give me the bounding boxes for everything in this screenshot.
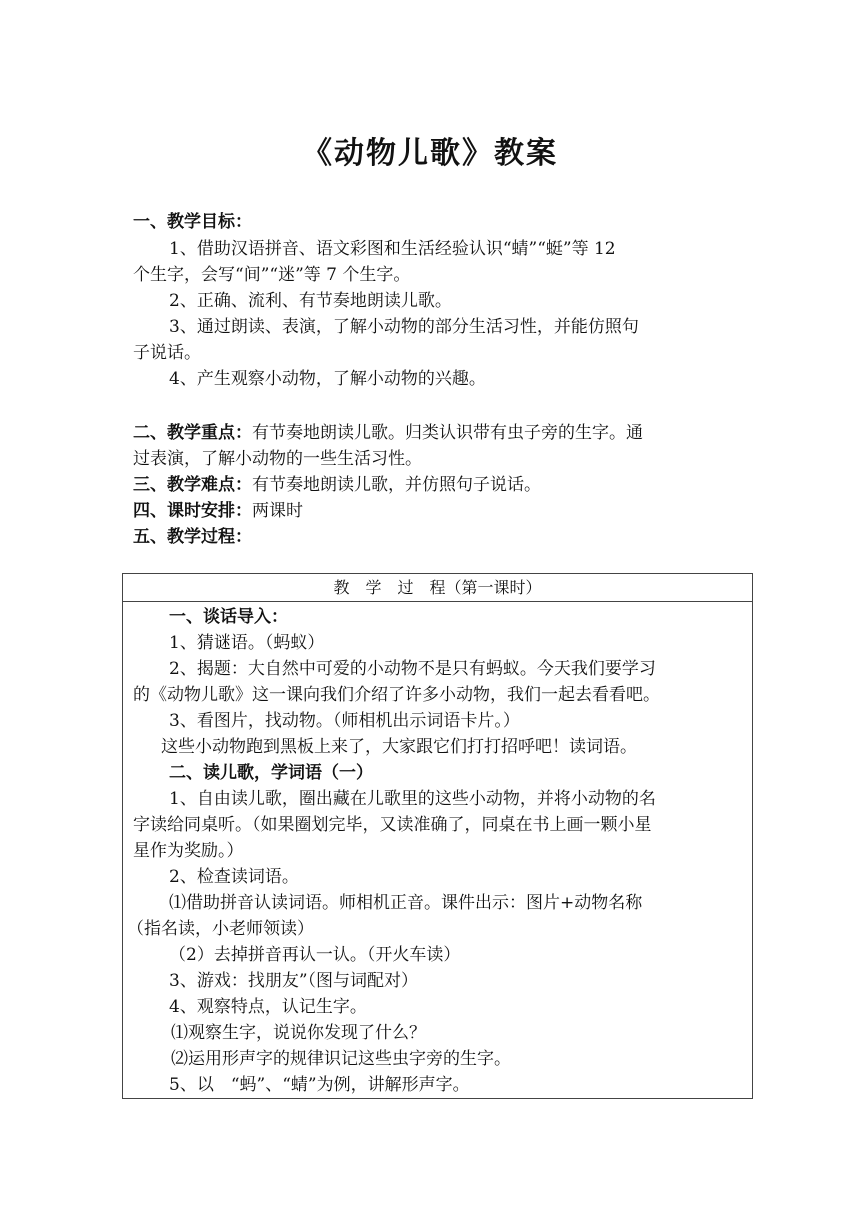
- schedule-text: 两课时: [252, 501, 303, 521]
- key-points-heading: 二、教学重点：: [133, 423, 252, 443]
- table-line: ⑴借助拼音认读词语。师相机正音。课件出示：图片+动物名称: [169, 893, 643, 913]
- table-line: 3、看图片，找动物。（师相机出示词语卡片。）: [169, 711, 520, 731]
- process-table: [122, 573, 753, 1099]
- objective-line: 1、借助汉语拼音、语文彩图和生活经验认识“蜻”“蜓”等 12: [169, 239, 616, 259]
- table-line: 3、游戏：找朋友”（图与词配对）: [169, 971, 419, 991]
- table-line: 字读给同桌听。（如果圈划完毕，又读准确了，同桌在书上画一颗小星: [133, 815, 652, 835]
- objectives-heading: 一、教学目标：: [133, 212, 252, 232]
- objective-line: 子说话。: [133, 343, 201, 363]
- table-line: ⑴观察生字，说说你发现了什么？: [171, 1023, 426, 1043]
- document-title: 《动物儿歌》教案: [302, 136, 558, 171]
- table-line: （指名读，小老师领读）: [127, 919, 314, 939]
- table-line: 的《动物儿歌》这一课向我们介绍了许多小动物，我们一起去看看吧。: [133, 685, 660, 705]
- table-line: ⑵运用形声字的规律识记这些虫字旁的生字。: [171, 1049, 511, 1069]
- difficulties: [133, 473, 541, 497]
- table-line: 1、自由读儿歌，圈出藏在儿歌里的这些小动物，并将小动物的名: [169, 789, 656, 809]
- key-points-text-cont: 过表演，了解小动物的一些生活习性。: [133, 449, 422, 469]
- objective-line: 2、正确、流利、有节奏地朗读儿歌。: [169, 291, 452, 311]
- key-points-text: 有节奏地朗读儿歌。归类认识带有虫子旁的生字。通: [252, 423, 643, 443]
- process-heading: 五、教学过程：: [133, 527, 252, 547]
- table-line: 2、揭题：大自然中可爱的小动物不是只有蚂蚁。今天我们要学习: [169, 659, 656, 679]
- table-line: 二、读儿歌，学词语（一）: [169, 763, 373, 783]
- table-line: 2、检查读词语。: [169, 867, 299, 887]
- table-line: 一、谈话导入：: [169, 607, 288, 627]
- objective-line: 3、通过朗读、表演，了解小动物的部分生活习性，并能仿照句: [169, 317, 639, 337]
- schedule-heading: 四、课时安排：: [133, 501, 252, 521]
- objective-line: 4、产生观察小动物，了解小动物的兴趣。: [169, 369, 486, 389]
- table-line: 这些小动物跑到黑板上来了，大家跟它们打打招呼吧！读词语。: [161, 737, 637, 757]
- key-points: [133, 421, 643, 445]
- table-line: 4、观察特点，认记生字。: [169, 997, 367, 1017]
- table-line: （2）去掉拼音再认一认。（开火车读）: [169, 945, 461, 965]
- difficulties-heading: 三、教学难点：: [133, 475, 252, 495]
- process-table-header: 教 学 过 程（第一课时）: [123, 574, 752, 602]
- table-line: 星作为奖励。）: [133, 841, 244, 861]
- difficulties-text: 有节奏地朗读儿歌，并仿照句子说话。: [252, 475, 541, 495]
- table-line: 5、以 “蚂”、“蜻”为例，讲解形声字。: [169, 1075, 470, 1095]
- objective-line: 个生字，会写“间”“迷”等 7 个生字。: [133, 265, 411, 285]
- schedule: [133, 499, 303, 523]
- table-line: 1、猜谜语。（蚂蚁）: [169, 633, 325, 653]
